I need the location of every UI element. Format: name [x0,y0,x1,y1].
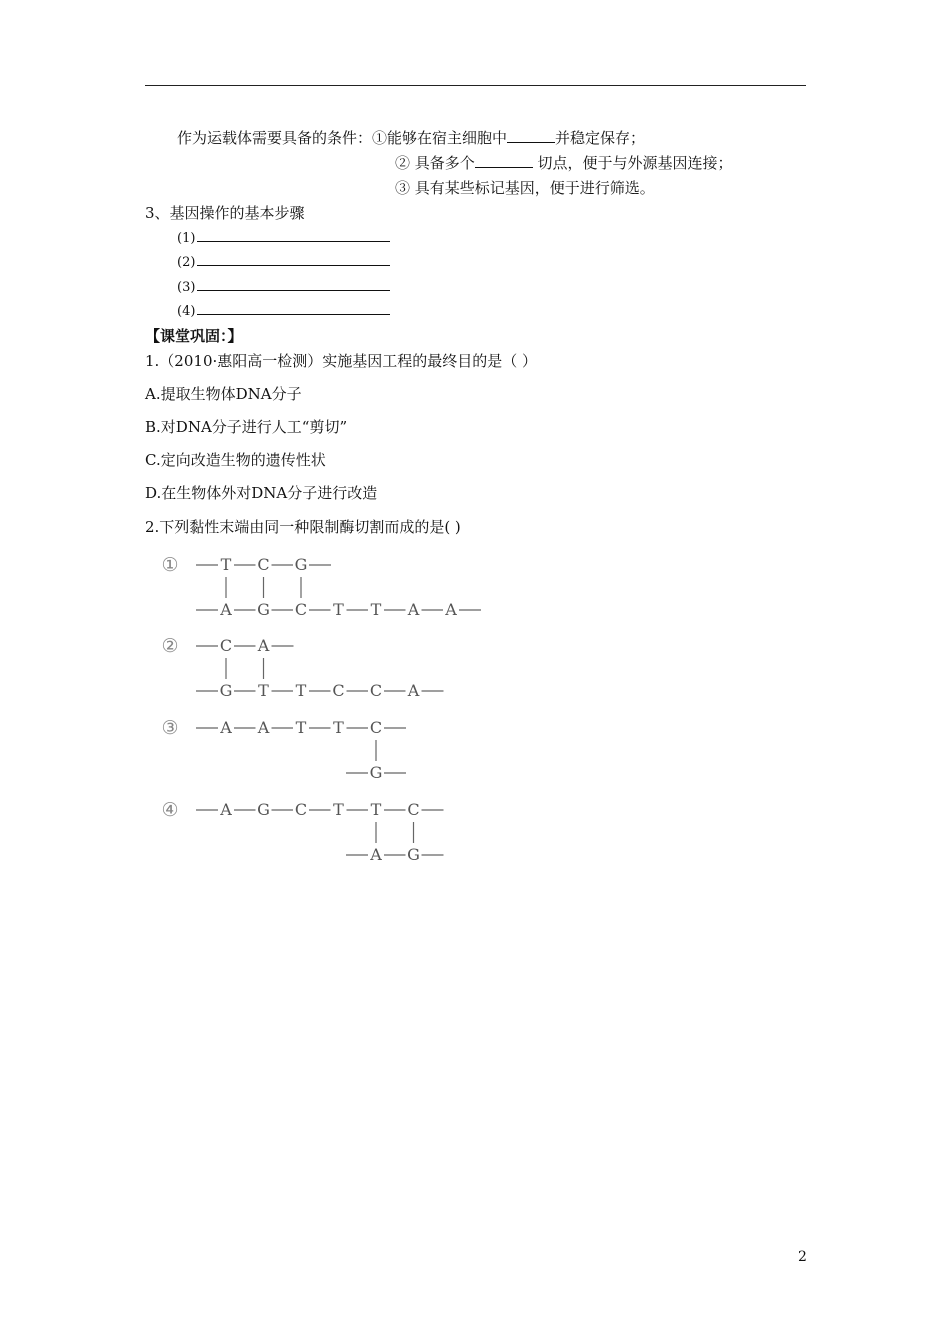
base-bottom: T [295,681,307,700]
base-bottom: A [407,600,420,619]
base-bottom: A [407,681,420,700]
base-top: C [369,718,383,737]
step-line-3 [177,277,390,298]
figure-number: ④ [161,799,179,821]
steps-title: 3、基因操作的基本步骤 [145,204,305,222]
base-top: A [257,636,270,655]
vector-condition-3: ③ 具有某些标记基因，便于进行筛选。 [395,179,655,197]
question-1-option-b: B.对DNA分子进行人工“剪切” [145,418,348,436]
base-bottom: G [257,600,270,619]
vector-condition-2 [395,153,733,173]
base-top: T [333,800,344,819]
step-line-1 [177,228,390,249]
question-1-option-c: C.定向改造生物的遗传性状 [145,451,326,469]
base-bottom: C [369,681,383,700]
base-top: C [294,800,308,819]
question-1-stem: 1.（2010·惠阳高一检测）实施基因工程的最终目的是（ ） [145,352,538,370]
header-rule [145,85,806,86]
step-label: (1) [177,231,196,246]
vector-cond2-pre: ② 具备多个 [395,154,475,172]
base-bottom: G [407,845,420,864]
question-2-stem: 2.下列黏性末端由同一种限制酶切割而成的是( ) [145,518,461,536]
base-top: G [294,555,308,574]
base-top: T [220,555,232,574]
base-bottom: T [333,600,344,619]
base-top: A [220,718,232,737]
base-top: C [257,555,270,574]
step-label: (3) [177,280,196,295]
step-label: (2) [177,255,196,270]
step-label: (4) [177,304,196,319]
base-top: T [295,718,307,737]
answer-line [197,301,390,315]
base-top: C [407,800,420,819]
base-bottom: C [332,681,345,700]
base-bottom: A [445,600,457,619]
base-bottom: T [370,600,382,619]
step-line-4 [177,301,390,322]
vector-cond1-post: 并稳定保存； [555,129,646,147]
answer-line [197,252,390,266]
sticky-ends-figure [150,548,510,868]
question-1-option-a: A.提取生物体DNA分子 [145,385,302,403]
blank-replicate [507,128,555,143]
vector-condition-1 [177,128,645,148]
consolidation-title: 【课堂巩固：】 [145,327,243,345]
base-bottom: A [220,600,232,619]
base-bottom: T [258,681,269,700]
figure-number: ① [161,554,179,576]
base-top: G [257,800,270,819]
base-bottom: C [294,600,308,619]
base-top: T [333,718,344,737]
vector-cond1-pre: ①能够在宿主细胞中 [372,129,508,147]
base-bottom: G [369,763,383,782]
base-top: A [220,800,232,819]
base-bottom: A [370,845,382,864]
question-1-option-d: D.在生物体外对DNA分子进行改造 [145,484,378,502]
step-line-2 [177,252,390,273]
blank-restriction-site [475,153,533,168]
vector-lead: 作为运载体需要具备的条件： [177,129,373,147]
base-top: T [370,800,382,819]
page-number: 2 [798,1249,807,1265]
vector-cond2-post: 切点，便于与外源基因连接； [532,154,733,172]
base-bottom: G [219,681,233,700]
figure-number: ③ [161,717,179,739]
base-top: C [219,636,233,655]
figure-number: ② [161,635,179,657]
base-top: A [257,718,270,737]
answer-line [197,277,390,291]
answer-line [197,228,390,242]
